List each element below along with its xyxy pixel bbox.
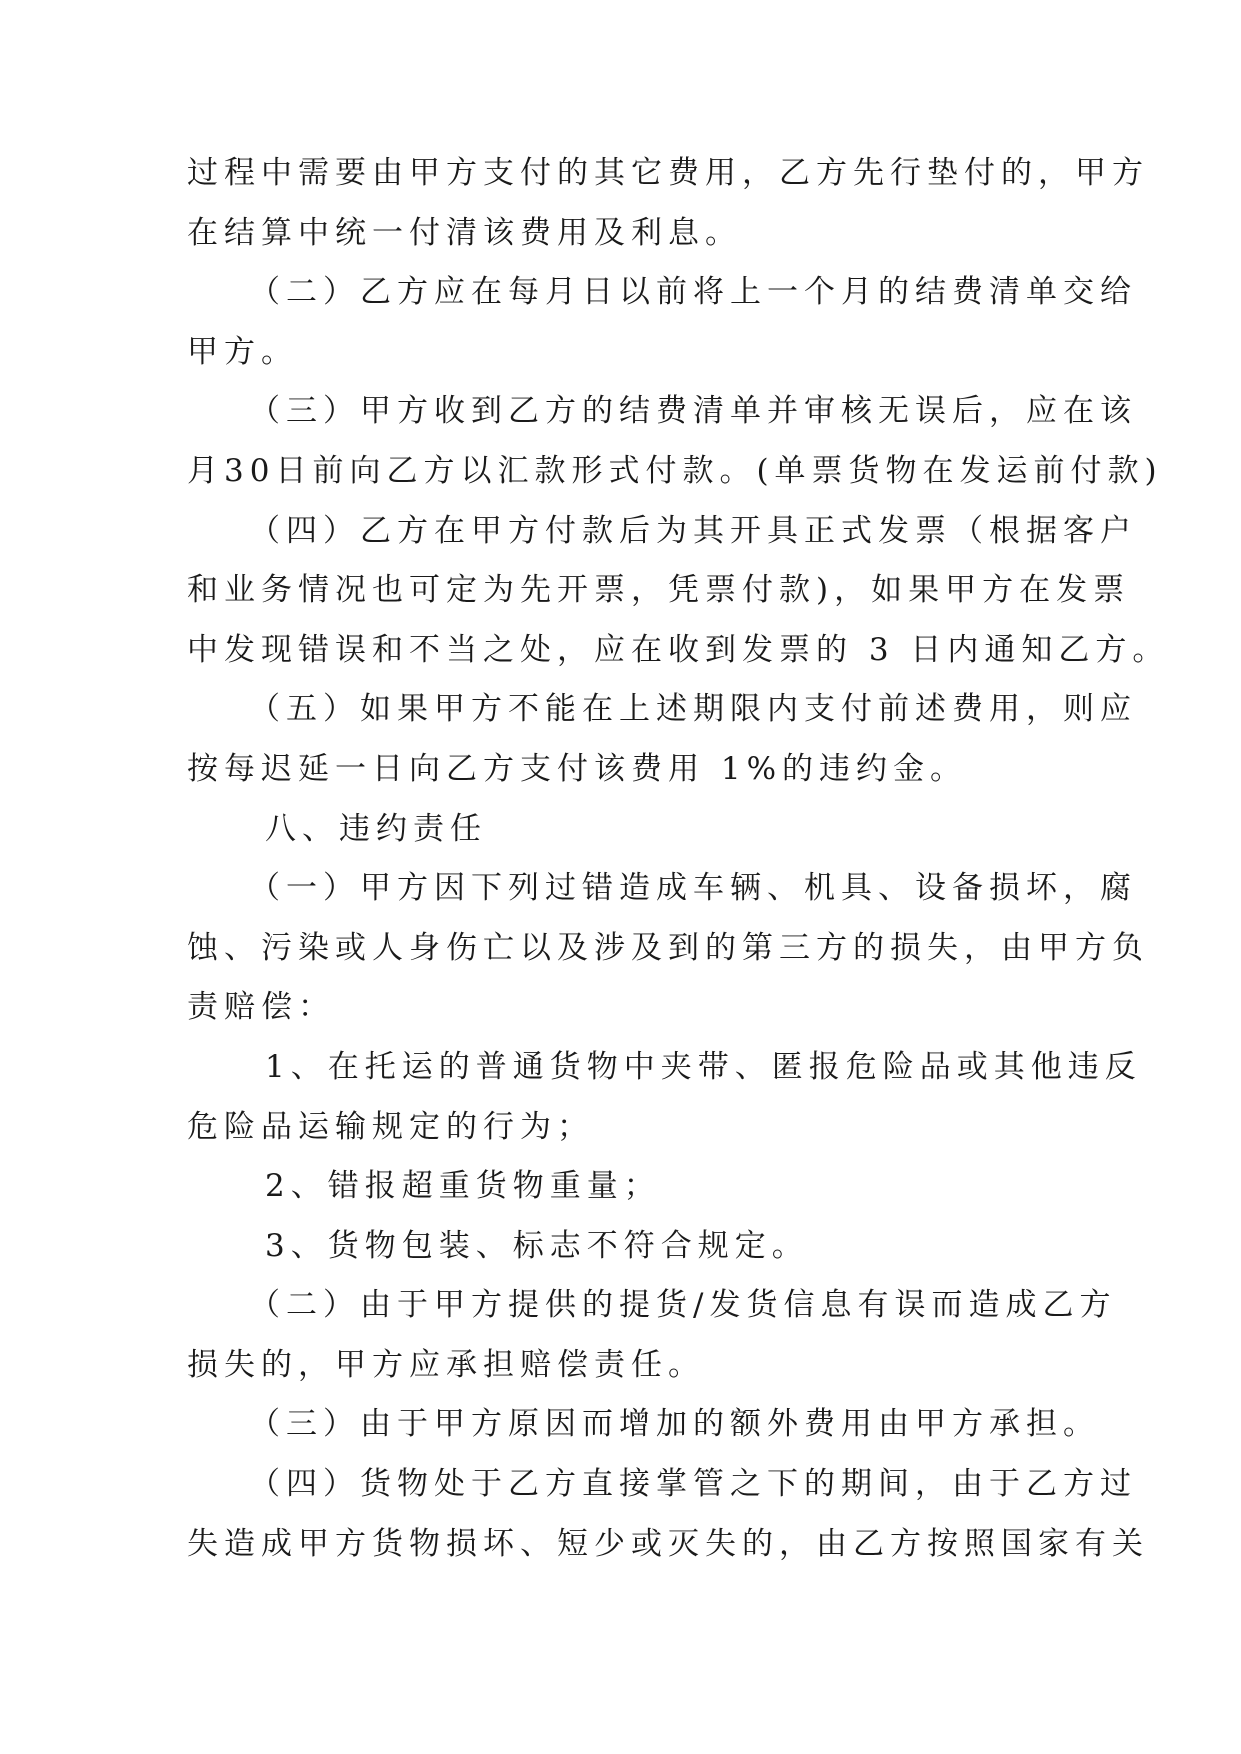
paragraph-line: 甲方。 [187,333,298,370]
document-body [187,155,1170,1588]
paragraph-line: 在结算中统一付清该费用及利息。 [187,214,742,251]
clause-4-line: （四）货物处于乙方直接掌管之下的期间，由于乙方过 [249,1466,1137,1503]
clause-2-line: （二）由于甲方提供的提货/发货信息有误而造成乙方 [249,1287,1117,1324]
clause-4-line: （四）乙方在甲方付款后为其开具正式发票（根据客户 [249,512,1137,549]
clause-1-line: （一）甲方因下列过错造成车辆、机具、设备损坏，腐 [249,870,1137,907]
list-item-3-line: 3、货物包装、标志不符合规定。 [265,1227,809,1264]
paragraph-line: 损失的，甲方应承担赔偿责任。 [187,1346,705,1383]
section-heading: 八、违约责任 [265,810,487,847]
paragraph-line: 蚀、污染或人身伤亡以及涉及到的第三方的损失，由甲方负 [187,929,1149,966]
paragraph-line: 按每迟延一日向乙方支付该费用 1%的违约金。 [187,750,968,787]
clause-3-line: （三）由于甲方原因而增加的额外费用由甲方承担。 [249,1406,1100,1443]
list-item-1-line: 1、在托运的普通货物中夹带、匿报危险品或其他违反 [265,1048,1142,1085]
paragraph-line: 失造成甲方货物损坏、短少或灭失的，由乙方按照国家有关 [187,1525,1149,1562]
paragraph-line: 和业务情况也可定为先开票，凭票付款)，如果甲方在发票 [187,572,1131,609]
paragraph-line: 责赔偿： [187,989,335,1026]
list-item-2-line: 2、错报超重货物重量； [265,1168,661,1205]
paragraph-line: 月30日前向乙方以汇款形式付款。(单票货物在发运前付款) [187,452,1163,489]
paragraph-line: 过程中需要由甲方支付的其它费用，乙方先行垫付的，甲方 [187,155,1149,191]
clause-5-line: （五）如果甲方不能在上述期限内支付前述费用，则应 [249,691,1137,728]
clause-3-line: （三）甲方收到乙方的结费清单并审核无误后，应在该 [249,393,1137,430]
paragraph-line: 危险品运输规定的行为； [187,1108,594,1145]
clause-2-line: （二）乙方应在每月日以前将上一个月的结费清单交给 [249,274,1137,311]
paragraph-line: 中发现错误和不当之处，应在收到发票的 3 日内通知乙方。 [187,631,1170,668]
